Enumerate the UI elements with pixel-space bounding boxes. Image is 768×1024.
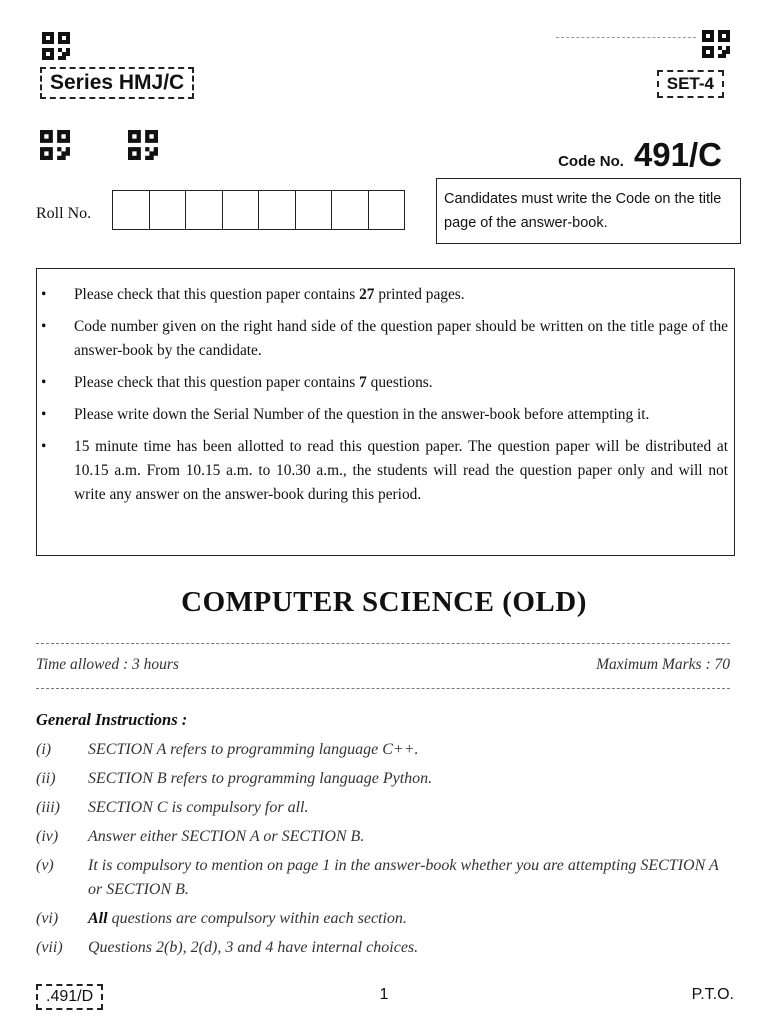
roll-box[interactable] xyxy=(113,191,150,229)
roll-box[interactable] xyxy=(259,191,296,229)
instruction-item: (i) SECTION A refers to programming language C++. xyxy=(36,741,419,758)
divider xyxy=(36,643,730,644)
qr-code-icon xyxy=(40,130,70,160)
candidate-note: Candidates must write the Code on the title page of the answer-book. xyxy=(436,178,741,244)
roll-box[interactable] xyxy=(332,191,369,229)
set-label: SET-4 xyxy=(657,70,724,98)
note-item: • 15 minute time has been allotted to read this question paper. The question paper will be distributed at 10.15 a.m. From 10.15 a.m. to 10.30 a.m., the students will read the question paper only and will not write any answer on the answer-book during this period. xyxy=(37,435,728,507)
series-label: Series HMJ/C xyxy=(40,67,194,99)
roll-box[interactable] xyxy=(369,191,405,229)
roll-label: Roll No. xyxy=(36,205,92,222)
note-item: • Please check that this question paper contains 27 printed pages. xyxy=(37,283,728,307)
note-item: • Please write down the Serial Number of the question in the answer-book before attempting it. xyxy=(37,403,728,427)
roll-number-boxes[interactable] xyxy=(112,190,405,230)
instruction-item: (iv) Answer either SECTION A or SECTION B. xyxy=(36,828,365,845)
dotted-line xyxy=(556,37,696,38)
footer-code: .491/D xyxy=(36,984,103,1010)
roll-box[interactable] xyxy=(296,191,333,229)
qr-code-icon xyxy=(42,32,70,60)
page-title: COMPUTER SCIENCE (OLD) xyxy=(181,586,587,618)
general-instructions-heading: General Instructions : xyxy=(36,710,188,729)
page-number: 1 xyxy=(379,986,389,1003)
general-instructions-list xyxy=(36,738,736,965)
divider xyxy=(36,688,730,689)
time-marks-row xyxy=(36,656,730,674)
qr-code-icon xyxy=(128,130,158,160)
note-item: • Code number given on the right hand side of the question paper should be written on the title page of the answer-book by the candidate. xyxy=(37,315,728,363)
code-number xyxy=(558,136,722,174)
instruction-item: (ii) SECTION B refers to programming language Python. xyxy=(36,770,433,787)
roll-box[interactable] xyxy=(223,191,260,229)
instruction-item: (vii) Questions 2(b), 2(d), 3 and 4 have internal choices. xyxy=(36,939,419,956)
code-label: Code No. xyxy=(558,153,624,170)
instruction-item: (iii) SECTION C is compulsory for all. xyxy=(36,799,309,816)
instruction-item: (vi) All questions are compulsory within each section. xyxy=(36,910,407,927)
maximum-marks: Maximum Marks : 70 xyxy=(596,656,730,673)
time-allowed: Time allowed : 3 hours xyxy=(36,656,179,673)
instructions-box xyxy=(36,268,735,556)
note-item: • Please check that this question paper contains 7 questions. xyxy=(37,371,728,395)
qr-code-icon xyxy=(702,30,730,58)
pto-label: P.T.O. xyxy=(691,986,734,1003)
roll-box[interactable] xyxy=(150,191,187,229)
instruction-item: (v) It is compulsory to mention on page 1 in the answer-book whether you are attempting SECTION A or SECTION B. xyxy=(36,857,719,898)
code-value: 491/C xyxy=(633,136,722,173)
roll-box[interactable] xyxy=(186,191,223,229)
